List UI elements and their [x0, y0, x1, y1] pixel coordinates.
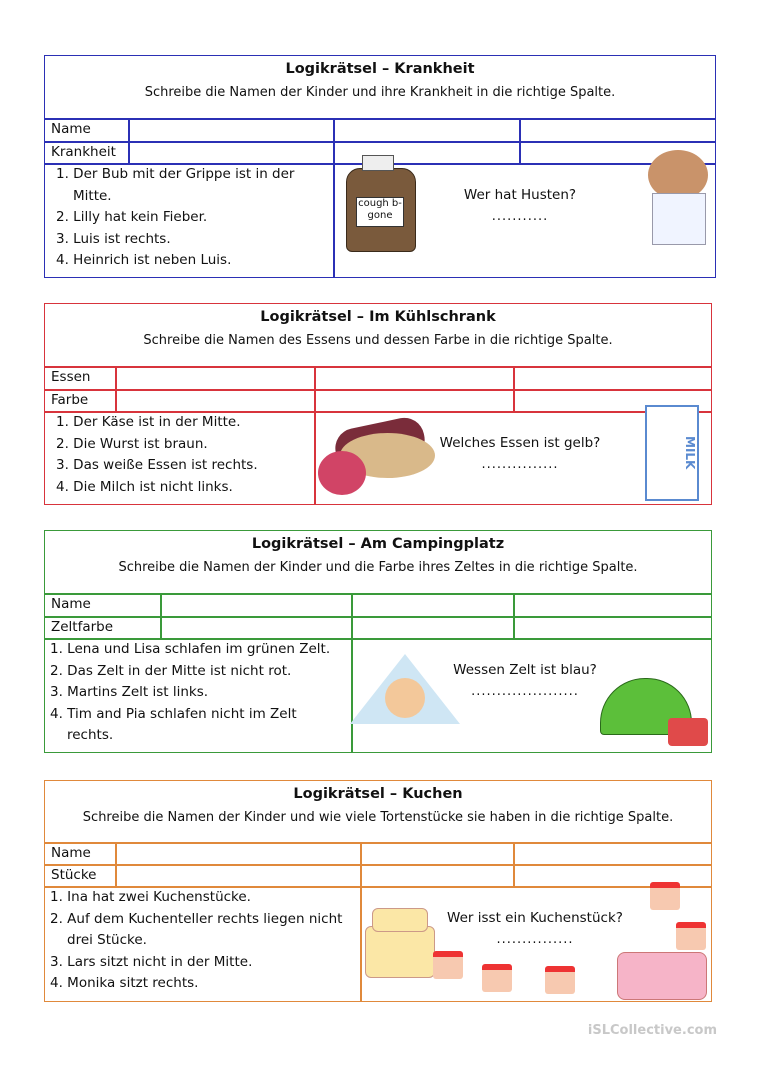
answer-cell[interactable]: [117, 368, 313, 387]
cake-top: [372, 908, 428, 932]
milk-carton-image: MILK: [645, 405, 699, 501]
row-label: Krankheit: [51, 144, 116, 160]
clue: 1. Der Bub mit der Grippe ist in der Mitte.: [56, 166, 295, 204]
cake-slice-image: [482, 964, 512, 992]
cake-slice-image: [650, 882, 680, 910]
answer-cell[interactable]: [117, 844, 359, 863]
answer-cell[interactable]: [515, 844, 711, 863]
answer-cell[interactable]: [130, 120, 332, 139]
answer-blank[interactable]: ...............: [496, 932, 574, 947]
row-label: Zeltfarbe: [51, 619, 114, 635]
question: Wer isst ein Kuchenstück?: [447, 910, 623, 926]
teddy-coat: [652, 193, 706, 245]
clue: 3. Lars sitzt nicht in der Mitte.: [50, 953, 253, 970]
children: [385, 678, 425, 718]
question: Welches Essen ist gelb?: [439, 435, 601, 451]
clue-list: [56, 164, 331, 272]
answer-cell[interactable]: [316, 368, 512, 387]
answer-cell[interactable]: [515, 368, 711, 387]
puzzle-instructions: Schreibe die Namen der Kinder und ihre Krankheit in die richtige Spalte.: [144, 85, 616, 100]
strawberry-cake-image: [617, 952, 707, 1000]
row-label: Name: [51, 596, 91, 612]
question: Wessen Zelt ist blau?: [453, 662, 597, 678]
clue-list: [56, 412, 312, 498]
answer-cell[interactable]: [162, 618, 350, 637]
answer-cell[interactable]: [353, 595, 512, 614]
answer-cell[interactable]: [362, 844, 512, 863]
camping-supplies: [668, 718, 708, 746]
bottle-label: cough b-gone: [356, 197, 404, 227]
answer-cell[interactable]: [515, 866, 711, 885]
watermark: iSLCollective.com: [587, 1023, 717, 1038]
cake-slice-image: [433, 951, 463, 979]
answer-cell[interactable]: [117, 391, 313, 410]
birthday-cake-image: [365, 926, 435, 978]
answer-cell[interactable]: [515, 618, 711, 637]
clue-list: [50, 887, 352, 995]
clue: 2. Die Wurst ist braun.: [56, 435, 208, 452]
answer-cell[interactable]: [162, 595, 350, 614]
clue: 4. Heinrich ist neben Luis.: [56, 252, 232, 268]
puzzle-title: Logikrätsel – Kuchen: [293, 786, 463, 802]
clue: 1. Lena und Lisa schlafen im grünen Zelt.: [50, 641, 331, 657]
answer-blank[interactable]: ...........: [491, 209, 549, 224]
puzzle-instructions: Schreibe die Namen der Kinder und die Farbe ihres Zeltes in die richtige Spalte.: [118, 560, 638, 575]
cake-slice-image: [545, 966, 575, 994]
clue: 2. Auf dem Kuchenteller rechts liegen nicht drei Stücke.: [50, 910, 343, 948]
clue-list: [50, 639, 343, 747]
clue: 2. Das Zelt in der Mitte ist nicht rot.: [50, 662, 292, 679]
clue: 3. Luis ist rechts.: [56, 230, 171, 247]
row-label: Stücke: [51, 867, 97, 883]
puzzle-instructions: Schreibe die Namen der Kinder und wie viele Tortenstücke sie haben in die richtige Spalte.: [82, 810, 674, 825]
row-label: Essen: [51, 369, 91, 385]
clue: 2. Lilly hat kein Fieber.: [56, 209, 208, 225]
answer-cell[interactable]: [117, 866, 359, 885]
puzzle-instructions: Schreibe die Namen des Essens und dessen Farbe in die richtige Spalte.: [143, 333, 613, 348]
clue: 4. Tim and Pia schlafen nicht im Zelt rechts.: [50, 705, 297, 743]
answer-cell[interactable]: [515, 595, 711, 614]
answer-cell[interactable]: [362, 866, 512, 885]
question: Wer hat Husten?: [463, 187, 577, 203]
answer-blank[interactable]: ...............: [481, 457, 559, 472]
clue: 4. Die Milch ist nicht links.: [56, 478, 233, 495]
bottle-cap: [362, 155, 394, 171]
puzzle-title: Logikrätsel – Im Kühlschrank: [260, 309, 496, 325]
puzzle-title: Logikrätsel – Krankheit: [285, 61, 475, 77]
grid-line: [333, 118, 335, 278]
cake-slice-image: [676, 922, 706, 950]
answer-blank[interactable]: .....................: [471, 684, 579, 699]
answer-cell[interactable]: [130, 143, 332, 162]
answer-cell[interactable]: [521, 120, 715, 139]
clue: 3. Martins Zelt ist links.: [50, 684, 209, 700]
clue: 3. Das weiße Essen ist rechts.: [56, 457, 258, 473]
row-label: Name: [51, 845, 91, 861]
clue: 1. Ina hat zwei Kuchenstücke.: [50, 889, 251, 905]
clue: 4. Monika sitzt rechts.: [50, 975, 199, 991]
answer-cell[interactable]: [353, 618, 512, 637]
answer-cell[interactable]: [335, 120, 518, 139]
puzzle-title: Logikrätsel – Am Campingplatz: [251, 536, 505, 552]
answer-cell[interactable]: [316, 391, 512, 410]
salami-slices: [318, 451, 366, 495]
row-label: Name: [51, 121, 91, 137]
clue: 1. Der Käse ist in der Mitte.: [56, 414, 241, 430]
row-label: Farbe: [51, 392, 89, 408]
